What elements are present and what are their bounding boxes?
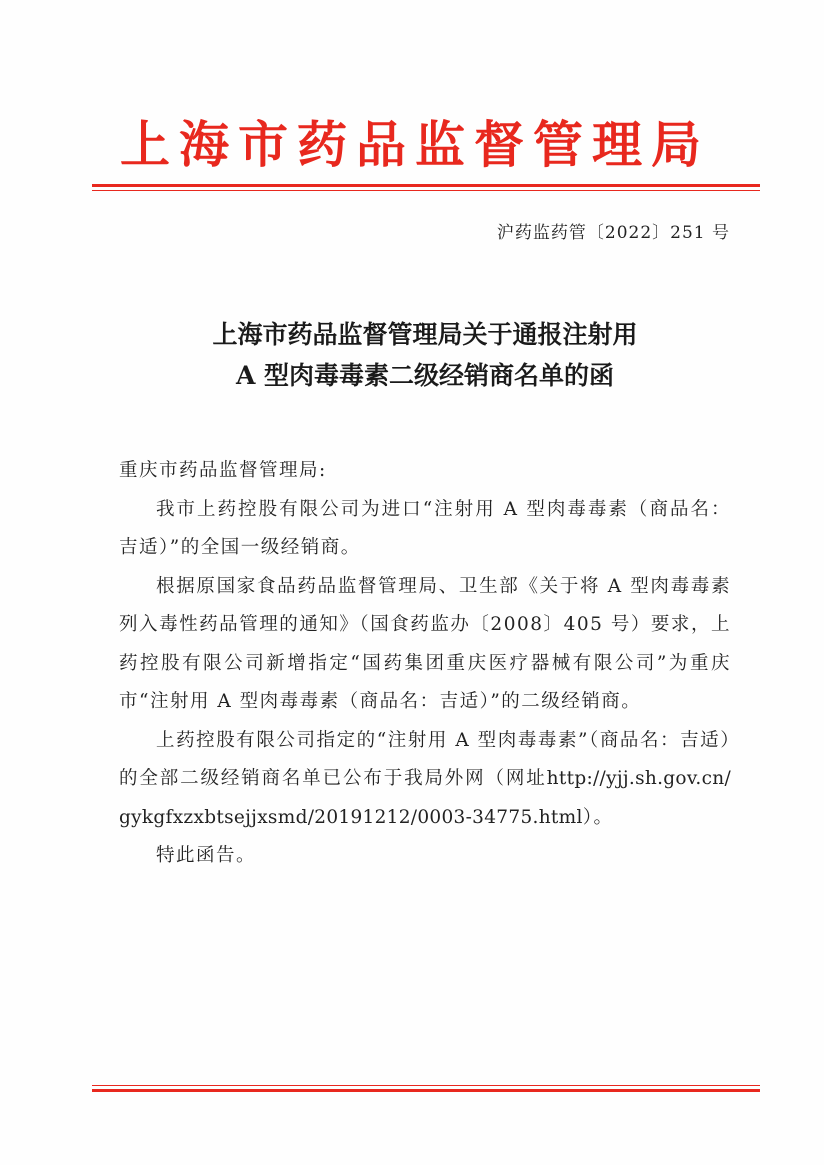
footer-rule-thin <box>92 1085 760 1086</box>
document-title-line-1: 上海市药品监督管理局关于通报注射用 <box>212 320 638 349</box>
document-title <box>100 314 750 396</box>
agency-header: 上海市药品监督管理局 <box>120 115 710 174</box>
paragraph-2: 根据原国家食品药品监督管理局、卫生部《关于将 A 型肉毒毒素列入毒性药品管理的通知》（国食药监办〔2008〕405 号）要求，上药控股有限公司新增指定“国药集团重庆医疗器械有限公司”为重庆市“注射用 A 型肉毒毒素（商品名：吉适）”的二级经销商。 <box>119 575 731 712</box>
paragraph-3-text: 上药控股有限公司指定的“注射用 A 型肉毒毒素”（商品名：吉适）的全部二级经销商名单已公布于我局外网（网址 <box>119 729 731 789</box>
website-url: http://yjj.sh.gov.cn/gykgfxzxbtsejjxsmd/20191212/0003-34775.html <box>119 768 731 828</box>
header-rule-thick <box>92 184 760 187</box>
paragraph-3 <box>119 722 731 838</box>
document-body <box>119 452 731 876</box>
salutation: 重庆市药品监督管理局: <box>119 460 327 481</box>
document-number: 沪药监药管〔2022〕251 号 <box>496 223 730 243</box>
footer-rule-thick <box>92 1089 760 1092</box>
paragraph-1: 我市上药控股有限公司为进口“注射用 A 型肉毒毒素（商品名：吉适）”的全国一级经销商。 <box>119 498 731 558</box>
closing-line: 特此函告。 <box>156 845 257 866</box>
header-rule-thin <box>92 190 760 191</box>
paragraph-3-end: ）。 <box>582 806 614 828</box>
document-title-line-2: A 型肉毒毒素二级经销商名单的函 <box>235 361 615 390</box>
